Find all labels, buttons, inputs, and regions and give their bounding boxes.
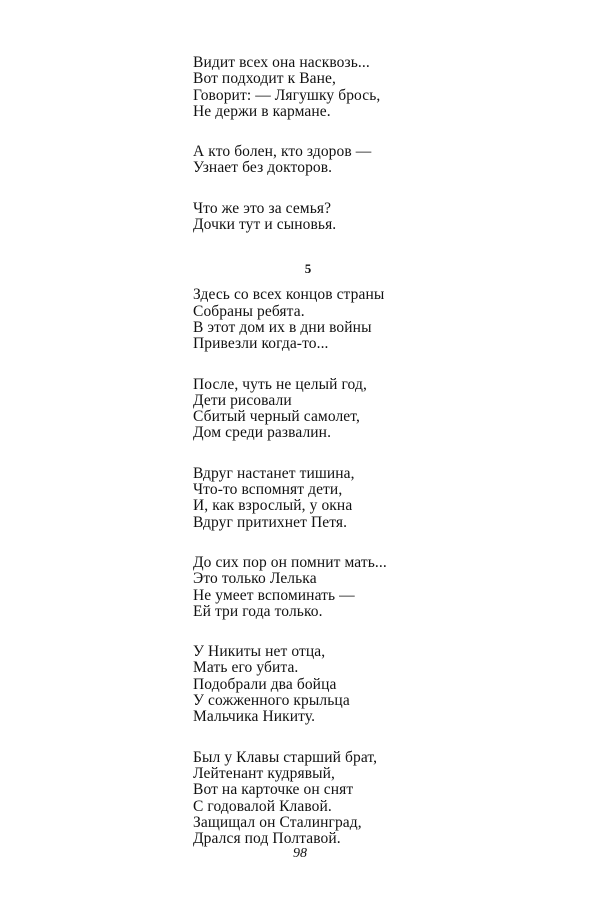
poem-line: Что же это за семья? [193,199,332,217]
stanza-gap [193,177,553,201]
poem-line: После, чуть не целый год, [193,375,367,393]
poem-line: Дрался под Полтавой. [193,830,341,848]
stanza-gap [193,620,553,644]
stanza [193,555,553,620]
poem-line: Узнает без докторов. [193,159,333,177]
poem-line: Не умеет вспоминать — [193,586,355,604]
stanza [193,55,553,120]
poem-line: Мать его убита. [193,659,299,677]
poem-line: Не держи в кармане. [193,102,331,120]
stanza-gap [193,442,553,466]
stanza-gap [193,120,553,144]
poem-line: Вдруг притихнет Петя. [193,513,348,531]
poem-line: Мальчика Никиту. [193,708,316,726]
poem-line: Подобрали два бойца [193,675,337,693]
poem-line: И, как взрослый, у окна [193,497,353,515]
poem-line: Защищал он Сталинград, [193,813,362,831]
poem-line: Дочки тут и сыновья. [193,216,337,234]
stanza [193,287,553,352]
poem-line: Что-то вспомнят дети, [193,481,343,499]
stanza [193,644,553,725]
poem-line: А кто болен, кто здоров — [193,143,372,161]
poem-line: Ей три года только. [193,602,323,620]
stanza [193,201,553,234]
poem-line: До сих пор он помнит мать... [193,553,387,571]
poem-line: Это только Лелька [193,570,317,588]
poem-line: Дети рисовали [193,391,292,409]
poem-line: Лейтенант кудрявый, [193,764,336,782]
stanza [193,377,553,442]
poem-line: У Никиты нет отца, [193,643,326,661]
poem-line: Был у Клавы старший брат, [193,748,378,766]
stanza [193,466,553,531]
poem-body [193,55,553,847]
poem-line: В этот дом их в дни войны [193,318,372,336]
poem-line: Видит всех она насквозь... [193,54,370,71]
poem-line: Вдруг настанет тишина, [193,464,355,482]
stanza [193,750,553,848]
stanza-gap [193,233,553,261]
poem-line: Сбитый черный самолет, [193,408,360,426]
poem-line: Дом среди развалин. [193,424,332,442]
page-number: 98 [293,846,307,861]
poem-line: Говорит: — Лягушку брось, [193,86,381,104]
section-number: 5 [304,261,312,277]
poem-line: Здесь со всех концов страны [193,286,385,304]
poem-line: Вот на карточке он снят [193,781,354,799]
poem-line: Привезли когда-то... [193,335,329,353]
stanza-gap [193,531,553,555]
stanza-gap [193,353,553,377]
stanza-gap [193,726,553,750]
poem-line: Собраны ребята. [193,302,305,320]
poem-line: Вот подходит к Ване, [193,70,336,88]
poem-line: У сожженного крыльца [193,692,350,710]
stanza [193,144,553,177]
poem-line: С годовалой Клавой. [193,797,332,815]
